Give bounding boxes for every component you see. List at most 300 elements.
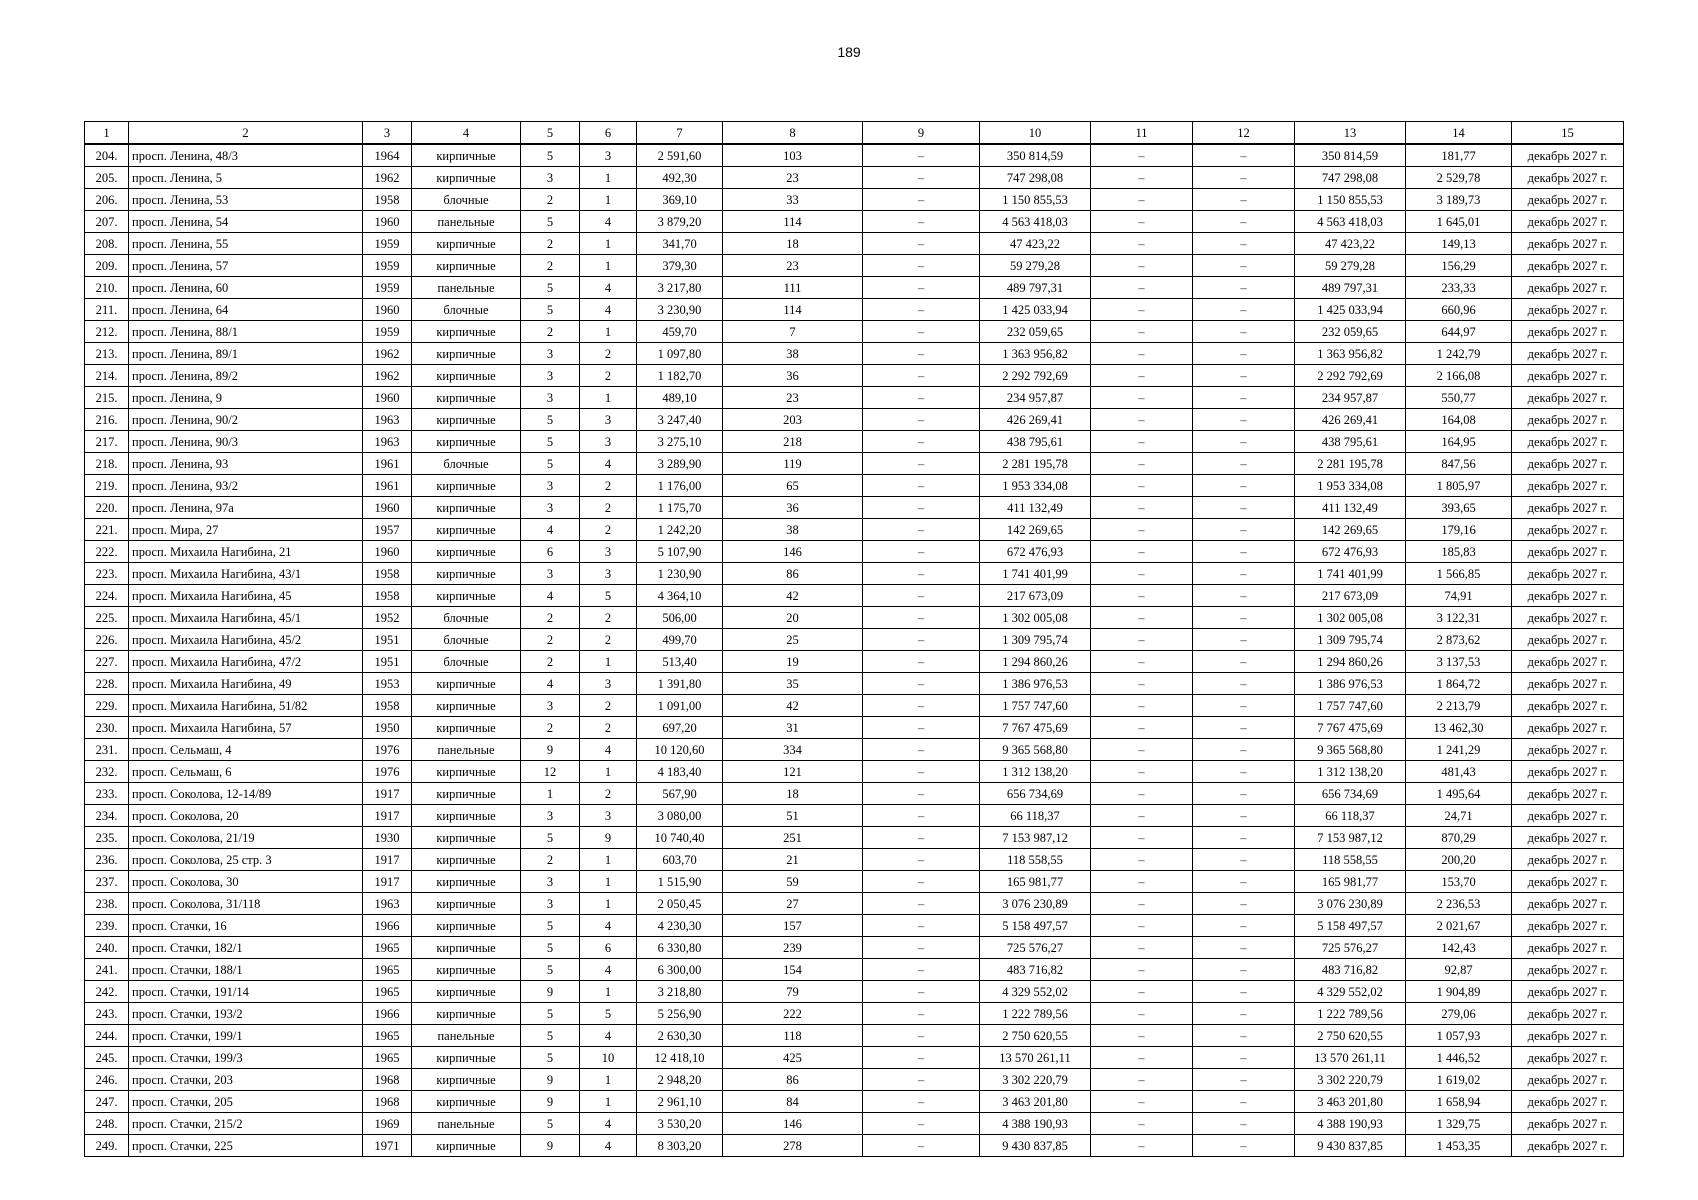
- table-cell: 206.: [85, 189, 129, 211]
- table-cell: 1 363 956,82: [980, 343, 1091, 365]
- table-cell: 249.: [85, 1135, 129, 1157]
- column-header: 13: [1295, 122, 1406, 145]
- table-cell: 5: [521, 453, 580, 475]
- header-row: [85, 122, 1624, 145]
- table-cell: декабрь 2027 г.: [1512, 1091, 1624, 1113]
- table-cell: 2: [580, 365, 637, 387]
- table-cell: 5: [521, 915, 580, 937]
- table-cell: –: [863, 563, 980, 585]
- table-cell: –: [863, 1091, 980, 1113]
- table-cell: –: [1193, 211, 1295, 233]
- table-cell: кирпичные: [412, 827, 521, 849]
- table-cell: –: [1091, 607, 1193, 629]
- table-cell: 18: [723, 783, 863, 805]
- table-cell: 4 183,40: [637, 761, 723, 783]
- table-cell: –: [1091, 233, 1193, 255]
- table-cell: 2: [521, 255, 580, 277]
- table-cell: 3: [521, 563, 580, 585]
- table-cell: 5: [521, 937, 580, 959]
- table-cell: 489,10: [637, 387, 723, 409]
- table-cell: 6: [521, 541, 580, 563]
- table-cell: кирпичные: [412, 1003, 521, 1025]
- table-cell: 1 425 033,94: [980, 299, 1091, 321]
- column-header: 6: [580, 122, 637, 145]
- table-cell: 220.: [85, 497, 129, 519]
- table-cell: 1965: [363, 1047, 412, 1069]
- table-cell: декабрь 2027 г.: [1512, 1113, 1624, 1135]
- table-cell: панельные: [412, 1025, 521, 1047]
- table-cell: декабрь 2027 г.: [1512, 365, 1624, 387]
- table-cell: просп. Стачки, 193/2: [129, 1003, 363, 1025]
- table-cell: 1: [580, 871, 637, 893]
- table-cell: просп. Михаила Нагибина, 51/82: [129, 695, 363, 717]
- table-cell: 1 391,80: [637, 673, 723, 695]
- table-cell: просп. Соколова, 31/118: [129, 893, 363, 915]
- table-cell: просп. Михаила Нагибина, 47/2: [129, 651, 363, 673]
- table-cell: 248.: [85, 1113, 129, 1135]
- table-cell: 1958: [363, 695, 412, 717]
- table-cell: декабрь 2027 г.: [1512, 783, 1624, 805]
- table-cell: просп. Ленина, 57: [129, 255, 363, 277]
- table-cell: 218: [723, 431, 863, 453]
- table-cell: 2 050,45: [637, 893, 723, 915]
- table-cell: –: [1193, 607, 1295, 629]
- table-cell: 59: [723, 871, 863, 893]
- table-cell: просп. Соколова, 12-14/89: [129, 783, 363, 805]
- table-cell: –: [1091, 321, 1193, 343]
- table-row: [85, 233, 1624, 255]
- table-cell: –: [1091, 431, 1193, 453]
- table-cell: кирпичные: [412, 805, 521, 827]
- table-row: [85, 144, 1624, 167]
- table-cell: 27: [723, 893, 863, 915]
- table-cell: 212.: [85, 321, 129, 343]
- table-cell: 1917: [363, 805, 412, 827]
- table-cell: 3 530,20: [637, 1113, 723, 1135]
- table-cell: 243.: [85, 1003, 129, 1025]
- table-cell: 1 515,90: [637, 871, 723, 893]
- table-cell: 513,40: [637, 651, 723, 673]
- table-cell: 215.: [85, 387, 129, 409]
- table-cell: 672 476,93: [1295, 541, 1406, 563]
- table-cell: 656 734,69: [980, 783, 1091, 805]
- table-cell: –: [1193, 475, 1295, 497]
- table-cell: 242.: [85, 981, 129, 1003]
- table-cell: 213.: [85, 343, 129, 365]
- table-row: [85, 541, 1624, 563]
- table-cell: 1976: [363, 761, 412, 783]
- table-cell: 214.: [85, 365, 129, 387]
- table-row: [85, 1069, 1624, 1091]
- table-cell: декабрь 2027 г.: [1512, 607, 1624, 629]
- table-cell: –: [863, 321, 980, 343]
- table-cell: просп. Стачки, 199/1: [129, 1025, 363, 1047]
- column-header: 7: [637, 122, 723, 145]
- table-cell: 35: [723, 673, 863, 695]
- table-cell: 1952: [363, 607, 412, 629]
- table-cell: 438 795,61: [1295, 431, 1406, 453]
- table-cell: –: [1091, 1003, 1193, 1025]
- table-cell: 1959: [363, 233, 412, 255]
- table-cell: 334: [723, 739, 863, 761]
- table-cell: 234 957,87: [1295, 387, 1406, 409]
- table-cell: 227.: [85, 651, 129, 673]
- table-row: [85, 783, 1624, 805]
- table-cell: кирпичные: [412, 673, 521, 695]
- table-cell: 3 137,53: [1406, 651, 1512, 673]
- table-cell: 219.: [85, 475, 129, 497]
- table-cell: –: [863, 1135, 980, 1157]
- table-cell: 1976: [363, 739, 412, 761]
- table-cell: 3 302 220,79: [1295, 1069, 1406, 1091]
- table-cell: –: [1091, 1135, 1193, 1157]
- table-cell: 1966: [363, 915, 412, 937]
- table-row: [85, 1047, 1624, 1069]
- table-cell: –: [1193, 783, 1295, 805]
- table-cell: декабрь 2027 г.: [1512, 937, 1624, 959]
- table-cell: 847,56: [1406, 453, 1512, 475]
- table-cell: кирпичные: [412, 849, 521, 871]
- table-cell: 3 076 230,89: [1295, 893, 1406, 915]
- table-cell: 1 150 855,53: [980, 189, 1091, 211]
- table-cell: 350 814,59: [1295, 144, 1406, 167]
- table-cell: –: [1091, 937, 1193, 959]
- table-cell: декабрь 2027 г.: [1512, 651, 1624, 673]
- table-cell: –: [1091, 673, 1193, 695]
- table-cell: 142,43: [1406, 937, 1512, 959]
- table-cell: 3: [521, 805, 580, 827]
- table-cell: 1960: [363, 497, 412, 519]
- table-cell: кирпичные: [412, 387, 521, 409]
- table-cell: 1 309 795,74: [980, 629, 1091, 651]
- table-cell: блочные: [412, 629, 521, 651]
- table-cell: –: [863, 431, 980, 453]
- table-cell: –: [1193, 343, 1295, 365]
- table-cell: кирпичные: [412, 1069, 521, 1091]
- table-cell: 278: [723, 1135, 863, 1157]
- table-cell: –: [1091, 717, 1193, 739]
- table-cell: кирпичные: [412, 915, 521, 937]
- table-row: [85, 981, 1624, 1003]
- table-cell: 1971: [363, 1135, 412, 1157]
- table-cell: 1 953 334,08: [980, 475, 1091, 497]
- table-cell: –: [863, 144, 980, 167]
- table-cell: 185,83: [1406, 541, 1512, 563]
- table-cell: кирпичные: [412, 1091, 521, 1113]
- table-cell: 5: [521, 277, 580, 299]
- table-cell: 3: [521, 475, 580, 497]
- table-cell: 1 097,80: [637, 343, 723, 365]
- table-cell: 672 476,93: [980, 541, 1091, 563]
- table-cell: 2 529,78: [1406, 167, 1512, 189]
- table-row: [85, 871, 1624, 893]
- table-cell: –: [1193, 937, 1295, 959]
- table-cell: декабрь 2027 г.: [1512, 343, 1624, 365]
- table-cell: 2: [521, 321, 580, 343]
- table-cell: 4: [580, 211, 637, 233]
- table-cell: –: [1091, 871, 1193, 893]
- table-row: [85, 915, 1624, 937]
- table-cell: декабрь 2027 г.: [1512, 827, 1624, 849]
- table-cell: просп. Стачки, 205: [129, 1091, 363, 1113]
- table-cell: 7 153 987,12: [980, 827, 1091, 849]
- table-cell: –: [1193, 827, 1295, 849]
- table-cell: 1964: [363, 144, 412, 167]
- table-cell: 210.: [85, 277, 129, 299]
- table-cell: –: [1091, 1047, 1193, 1069]
- table-cell: 1 302 005,08: [980, 607, 1091, 629]
- table-cell: 603,70: [637, 849, 723, 871]
- table-cell: 2 292 792,69: [1295, 365, 1406, 387]
- table-cell: 3: [521, 365, 580, 387]
- table-cell: 1958: [363, 189, 412, 211]
- table-row: [85, 167, 1624, 189]
- table-cell: кирпичные: [412, 321, 521, 343]
- table-cell: 47 423,22: [980, 233, 1091, 255]
- column-header: 2: [129, 122, 363, 145]
- table-cell: 438 795,61: [980, 431, 1091, 453]
- table-cell: 10 740,40: [637, 827, 723, 849]
- table-row: [85, 475, 1624, 497]
- table-cell: декабрь 2027 г.: [1512, 849, 1624, 871]
- table-cell: блочные: [412, 607, 521, 629]
- table-cell: 1 309 795,74: [1295, 629, 1406, 651]
- table-cell: 4: [580, 299, 637, 321]
- column-header: 11: [1091, 122, 1193, 145]
- table-cell: 483 716,82: [1295, 959, 1406, 981]
- table-cell: 411 132,49: [1295, 497, 1406, 519]
- table-cell: 1 242,20: [637, 519, 723, 541]
- table-cell: 1 386 976,53: [1295, 673, 1406, 695]
- table-cell: 239.: [85, 915, 129, 937]
- table-cell: 725 576,27: [980, 937, 1091, 959]
- table-cell: 1962: [363, 343, 412, 365]
- table-cell: –: [1091, 277, 1193, 299]
- table-cell: 2: [580, 519, 637, 541]
- table-cell: декабрь 2027 г.: [1512, 431, 1624, 453]
- table-cell: 240.: [85, 937, 129, 959]
- table-cell: 1 294 860,26: [1295, 651, 1406, 673]
- table-cell: 228.: [85, 673, 129, 695]
- table-cell: 65: [723, 475, 863, 497]
- table-cell: –: [863, 981, 980, 1003]
- table-cell: –: [1091, 453, 1193, 475]
- table-cell: просп. Ленина, 93/2: [129, 475, 363, 497]
- table-cell: 4 329 552,02: [1295, 981, 1406, 1003]
- table-cell: просп. Ленина, 89/1: [129, 343, 363, 365]
- table-cell: 8 303,20: [637, 1135, 723, 1157]
- table-cell: 644,97: [1406, 321, 1512, 343]
- table-cell: –: [1091, 585, 1193, 607]
- table-cell: –: [863, 475, 980, 497]
- table-cell: 3 218,80: [637, 981, 723, 1003]
- table-cell: 241.: [85, 959, 129, 981]
- table-cell: –: [863, 343, 980, 365]
- table-cell: 1958: [363, 585, 412, 607]
- table-cell: декабрь 2027 г.: [1512, 629, 1624, 651]
- table-cell: просп. Ленина, 90/2: [129, 409, 363, 431]
- table-cell: просп. Ленина, 64: [129, 299, 363, 321]
- table-cell: –: [1193, 981, 1295, 1003]
- table-cell: 217.: [85, 431, 129, 453]
- table-cell: 5: [521, 959, 580, 981]
- table-cell: 5: [521, 1003, 580, 1025]
- table-cell: –: [863, 1025, 980, 1047]
- table-cell: 1 241,29: [1406, 739, 1512, 761]
- table-cell: 5: [521, 144, 580, 167]
- table-cell: –: [863, 1069, 980, 1091]
- table-cell: –: [1091, 365, 1193, 387]
- table-cell: –: [1091, 805, 1193, 827]
- table-cell: декабрь 2027 г.: [1512, 717, 1624, 739]
- table-cell: 1 741 401,99: [980, 563, 1091, 585]
- table-cell: 2: [521, 717, 580, 739]
- table-cell: блочные: [412, 189, 521, 211]
- table-cell: 725 576,27: [1295, 937, 1406, 959]
- table-cell: –: [863, 849, 980, 871]
- table-cell: декабрь 2027 г.: [1512, 893, 1624, 915]
- table-cell: –: [1193, 1047, 1295, 1069]
- table-row: [85, 695, 1624, 717]
- table-cell: 1 182,70: [637, 365, 723, 387]
- table-cell: 4: [521, 519, 580, 541]
- table-cell: 23: [723, 167, 863, 189]
- table-cell: 86: [723, 1069, 863, 1091]
- table-cell: панельные: [412, 1113, 521, 1135]
- table-cell: 1 453,35: [1406, 1135, 1512, 1157]
- table-cell: 2 021,67: [1406, 915, 1512, 937]
- table-cell: панельные: [412, 277, 521, 299]
- table-cell: 1 312 138,20: [1295, 761, 1406, 783]
- table-cell: –: [1193, 1091, 1295, 1113]
- table-cell: 870,29: [1406, 827, 1512, 849]
- table-cell: 1: [580, 387, 637, 409]
- table-row: [85, 1003, 1624, 1025]
- table-cell: –: [1193, 849, 1295, 871]
- table-cell: 499,70: [637, 629, 723, 651]
- table-cell: декабрь 2027 г.: [1512, 1135, 1624, 1157]
- table-cell: просп. Стачки, 182/1: [129, 937, 363, 959]
- table-cell: декабрь 2027 г.: [1512, 387, 1624, 409]
- table-cell: 9: [521, 1091, 580, 1113]
- table-cell: просп. Стачки, 188/1: [129, 959, 363, 981]
- table-cell: 426 269,41: [1295, 409, 1406, 431]
- table-cell: 1962: [363, 167, 412, 189]
- table-cell: 165 981,77: [980, 871, 1091, 893]
- table-cell: 233.: [85, 783, 129, 805]
- table-cell: 146: [723, 541, 863, 563]
- table-cell: 1 363 956,82: [1295, 343, 1406, 365]
- table-cell: 1 230,90: [637, 563, 723, 585]
- table-cell: –: [1193, 144, 1295, 167]
- column-header: 1: [85, 122, 129, 145]
- table-cell: 425: [723, 1047, 863, 1069]
- table-cell: 660,96: [1406, 299, 1512, 321]
- table-row: [85, 343, 1624, 365]
- table-cell: просп. Стачки, 203: [129, 1069, 363, 1091]
- table-cell: блочные: [412, 453, 521, 475]
- table-cell: 1: [580, 255, 637, 277]
- table-cell: 1: [580, 849, 637, 871]
- table-row: [85, 189, 1624, 211]
- table-cell: кирпичные: [412, 959, 521, 981]
- table-cell: декабрь 2027 г.: [1512, 299, 1624, 321]
- table-cell: –: [1091, 409, 1193, 431]
- table-cell: декабрь 2027 г.: [1512, 761, 1624, 783]
- table-cell: кирпичные: [412, 717, 521, 739]
- table-cell: декабрь 2027 г.: [1512, 585, 1624, 607]
- table-cell: 230.: [85, 717, 129, 739]
- table-cell: 121: [723, 761, 863, 783]
- table-cell: 341,70: [637, 233, 723, 255]
- table-cell: –: [1193, 717, 1295, 739]
- table-cell: просп. Ленина, 5: [129, 167, 363, 189]
- table-cell: 1: [580, 233, 637, 255]
- table-cell: 3 080,00: [637, 805, 723, 827]
- table-cell: 1969: [363, 1113, 412, 1135]
- table-cell: –: [1193, 871, 1295, 893]
- table-cell: –: [863, 695, 980, 717]
- table-cell: 204.: [85, 144, 129, 167]
- table-cell: 1958: [363, 563, 412, 585]
- table-cell: 350 814,59: [980, 144, 1091, 167]
- table-cell: 9: [580, 827, 637, 849]
- table-cell: –: [863, 739, 980, 761]
- table-cell: декабрь 2027 г.: [1512, 695, 1624, 717]
- table-cell: 103: [723, 144, 863, 167]
- table-cell: 154: [723, 959, 863, 981]
- table-cell: 5: [521, 1113, 580, 1135]
- table-cell: 7 767 475,69: [1295, 717, 1406, 739]
- table-cell: 3: [521, 167, 580, 189]
- table-cell: просп. Ленина, 60: [129, 277, 363, 299]
- table-cell: просп. Михаила Нагибина, 45: [129, 585, 363, 607]
- table-cell: –: [1091, 827, 1193, 849]
- table-row: [85, 849, 1624, 871]
- table-cell: 4: [521, 585, 580, 607]
- table-cell: 483 716,82: [980, 959, 1091, 981]
- table-cell: 1: [580, 167, 637, 189]
- table-cell: кирпичные: [412, 519, 521, 541]
- table-cell: 697,20: [637, 717, 723, 739]
- table-row: [85, 585, 1624, 607]
- table-cell: 226.: [85, 629, 129, 651]
- table-cell: 506,00: [637, 607, 723, 629]
- table-cell: 203: [723, 409, 863, 431]
- table-cell: просп. Соколова, 21/19: [129, 827, 363, 849]
- table-row: [85, 739, 1624, 761]
- table-cell: декабрь 2027 г.: [1512, 739, 1624, 761]
- table-cell: 1 904,89: [1406, 981, 1512, 1003]
- table-cell: 23: [723, 255, 863, 277]
- table-cell: 3 230,90: [637, 299, 723, 321]
- table-cell: 66 118,37: [1295, 805, 1406, 827]
- table-cell: –: [1091, 299, 1193, 321]
- table-cell: –: [1193, 673, 1295, 695]
- column-header: 12: [1193, 122, 1295, 145]
- table-cell: 222: [723, 1003, 863, 1025]
- table-cell: –: [1193, 233, 1295, 255]
- table-cell: 51: [723, 805, 863, 827]
- column-header: 3: [363, 122, 412, 145]
- table-cell: –: [1193, 541, 1295, 563]
- table-cell: –: [1091, 651, 1193, 673]
- table-cell: 3: [521, 893, 580, 915]
- table-cell: 7: [723, 321, 863, 343]
- table-cell: декабрь 2027 г.: [1512, 167, 1624, 189]
- table-cell: просп. Ленина, 88/1: [129, 321, 363, 343]
- table-cell: 1 175,70: [637, 497, 723, 519]
